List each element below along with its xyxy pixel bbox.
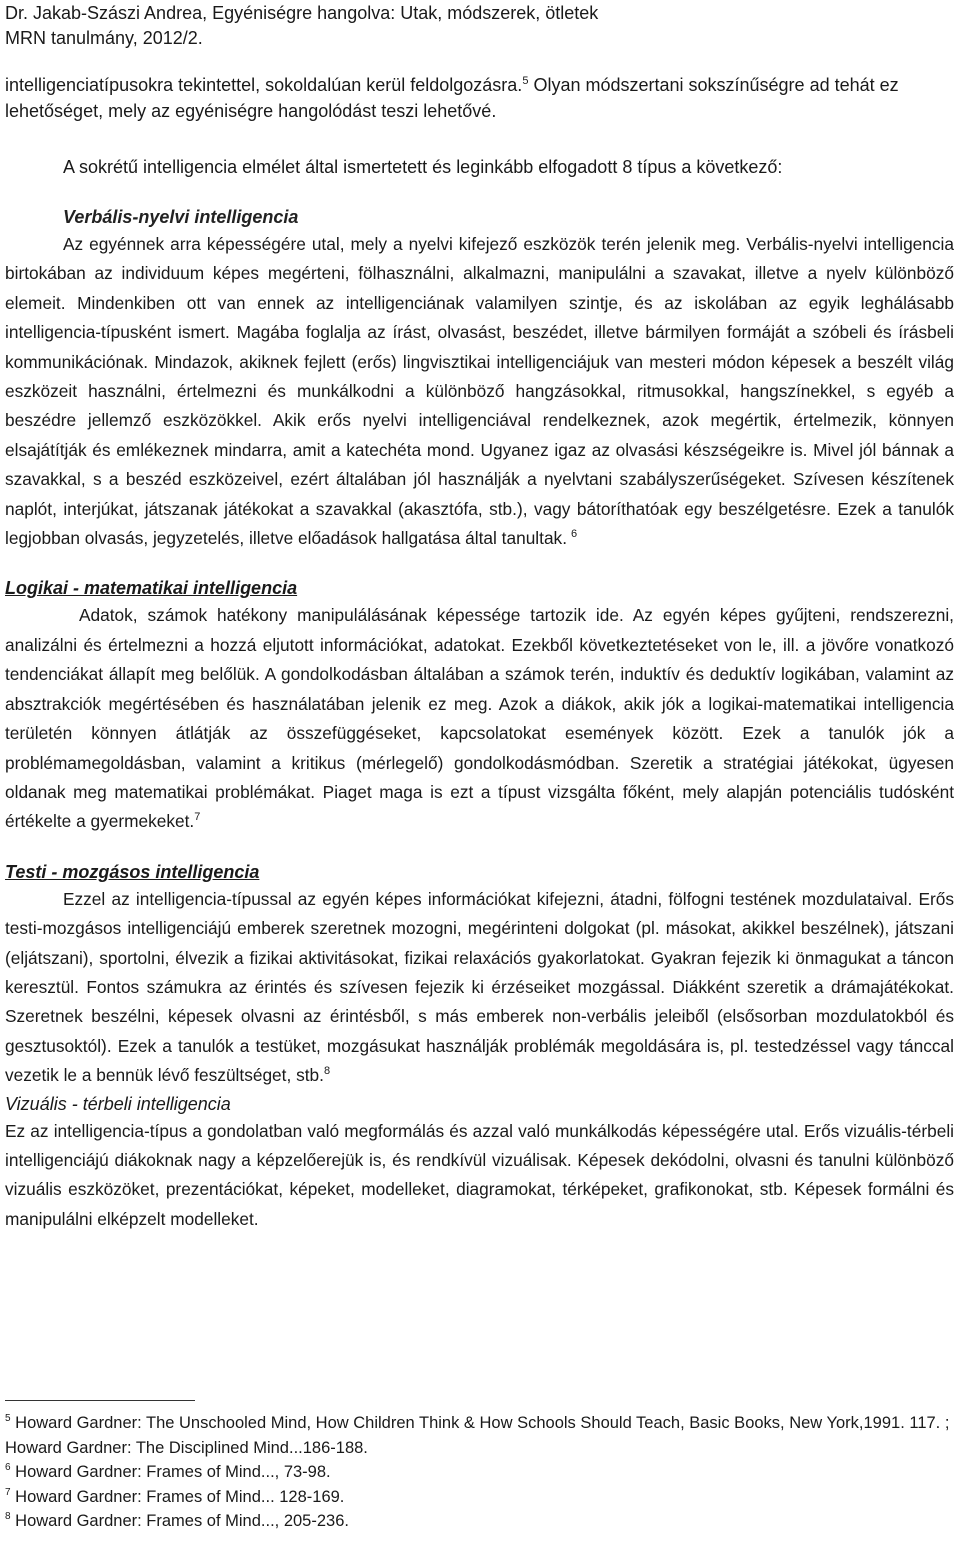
section-body-visual: Ez az intelligencia-típus a gondolatban való megformálás és azzal való munkálkodás képességére utal. Erős vizuális-térbeli intelligenciájú diákoknak nagy a képzelőerejük is, és rendkívül vizuálisak. Képesek dekódolni, olvasni és tanulni különböző vizuális eszközöket, prezentációkat, képeket, modelleket, diagramokat, térképeket, grafikonokat, stb. Képesek formálni és manipulálni elképzelt modelleket. <box>5 1120 954 1229</box>
verbal-text: Az egyénnek arra képességére utal, mely a nyelvi kifejező eszközök terén jelenik meg. Verbális-nyelvi intelligencia birtokában az individuum képes megérteni, fölhasználni, alkalmazni, manipulálni a szavakat, illetve a nyelv különböző elemeit. Mindenkiben ott van ennek az intelligenciának valamilyen szintje, és az iskolában az egyik leghálásabb intelligencia-típusként ismert. Magába foglalja az írást, olvasást, beszédet, illetve bármilyen formáját a szóbeli és írásbeli kommunikációnak. Mindazok, akiknek fejlett (erős) lingvisztikai intelligenciájuk van mesteri módon képesek a beszélt világ eszközeit használni, értelmezni és munkálkodni a különböző hangzásokkal, ritmusokkal, hangszínekkel, s egyéb a beszédre jellemző eszközökkel. Akik erős nyelvi intelligenciával rendelkeznek, azok megértik, értelmezik, könnyen elsajátítják és emlékeznek mindarra, amit a katechéta mond. Ugyanez igaz az olvasási készségeikre is. Mivel jól bánnak a szavakkal, s a beszéd eszközeivel, ezért általában jól használják a nyelvtani szabályszerűségeket. Szívesen készítenek naplót, interjúkat, játszanak játékokat a szavakkal (akasztófa, stb.), vagy bátoríthatóak egy beszélgetésre. Ezek a tanulók legjobban olvasás, jegyzetelés, illetve előadások hallgatása által tanultak. <box>5 234 954 549</box>
footnote-text: Howard Gardner: Frames of Mind... 128-169. <box>15 1487 345 1506</box>
footnote-ref-6[interactable]: 6 <box>571 528 578 541</box>
section-title-bodily: Testi - mozgásos intelligencia <box>5 861 260 882</box>
section-body-bodily <box>5 885 954 1091</box>
section-title-verbal: Verbális-nyelvi intelligencia <box>63 207 299 227</box>
footnote-number: 6 <box>5 1462 11 1473</box>
lead-sentence: A sokrétű intelligencia elmélet által ismertetett és leginkább elfogadott 8 típus a következő: <box>63 157 783 177</box>
bodily-text: Ezzel az intelligencia-típussal az egyén képes információkat kifejezni, átadni, fölfogni testének mozdulataival. Erős testi-mozgásos intelligenciájú emberek szeretnek mozogni, megérinteni dolgokat (pl. másokat, akikkel beszélnek), játszani (eljátszani), sportolni, élvezik a fizikai aktivitásokat, fizikai relaxációs gyakorlatokat. Gyakran fejezik ki önmagukat a táncon keresztül. Fontos számukra az érintés és szívesen fejezik ki érzéseiket mozgással. Diákként szeretik a drámajátékokat. Szeretnek beszélni, képesek olvasni az érintésből, s más emberek non-verbális jeleiből (elsősorban mozdulatokból és gesztusoktól). Ezek a tanulók a testüket, mozgásukat használják problémák megoldására is, pl. testedzéssel vagy tánccal vezetik le a bennük lévő feszültséget, stb. <box>5 888 954 1086</box>
footnote-6 <box>5 1460 954 1485</box>
section-title-logical: Logikai - matematikai intelligencia <box>5 578 298 599</box>
section-title-visual: Vizuális - térbeli intelligencia <box>5 1093 231 1114</box>
intro-paragraph <box>5 72 954 124</box>
footnote-5 <box>5 1411 954 1460</box>
footnote-text: Howard Gardner: Frames of Mind..., 205-236. <box>15 1512 349 1530</box>
footnotes <box>5 1400 954 1534</box>
footnote-number: 5 <box>5 1413 11 1424</box>
intro-text-a: intelligenciatípusokra tekintettel, sokoldalúan kerül feldolgozásra. <box>5 75 523 95</box>
footnote-8 <box>5 1509 954 1534</box>
footnote-text: Howard Gardner: Frames of Mind..., 73-98. <box>15 1463 331 1481</box>
footnote-number: 8 <box>5 1511 11 1522</box>
header-publication: MRN tanulmány, 2012/2. <box>5 28 203 48</box>
footnote-text: Howard Gardner: The Unschooled Mind, How Children Think & How Schools Should Teach, Basic Books, New York,1991. 117. ; Howard Gardner: The Disciplined Mind...186-188. <box>5 1414 950 1457</box>
footnote-ref-7[interactable]: 7 <box>194 811 201 824</box>
intro-text-b: Olyan módszertani sokszínűségre ad tehát ez lehetőséget, mely az egyéniségre hangolódást teszi lehetővé. <box>5 75 899 121</box>
footnote-divider <box>5 1400 195 1401</box>
footnote-ref-5[interactable]: 5 <box>522 75 529 87</box>
running-header <box>5 0 954 51</box>
section-body-logical <box>5 601 954 836</box>
footnote-number: 7 <box>5 1486 11 1498</box>
section-body-verbal <box>5 230 954 553</box>
footnote-7 <box>5 1485 954 1510</box>
footnote-ref-8[interactable]: 8 <box>323 1065 331 1078</box>
logical-text: Adatok, számok hatékony manipulálásának képessége tartozik ide. Az egyén képes gyűjteni, rendszerezni, analizálni és értelmezni a hozzá eljutott információkat, adatokat. Ezekből következtetéseket von le, ill. a jövőre vonatkozó tendenciákat állapít meg belőlük. A gondolkodásban általában a számok terén, induktív és deduktív logikában, valamint az absztrakciók megértésében és használatában jelenik ez meg. Azok a diákok, akik jók a logikai-matematikai intelligencia területén könnyen átlátják az összefüggéseket, kapcsolatokat események között. Ezek a tanulók jók a problémamegoldásban, valamint a kritikus (mérlegelő) gondolkodásmódban. Szeretik a stratégiai játékokat, ügyesen oldanak meg matematikai problémákat. Piaget maga is ezt a típust vizsgálta főként, mely alapján potenciális tudósként értékelte a gyermekeket. <box>5 605 954 832</box>
header-author-title: Dr. Jakab-Szászi Andrea, Egyéniségre hangolva: Utak, módszerek, ötletek <box>5 3 599 23</box>
